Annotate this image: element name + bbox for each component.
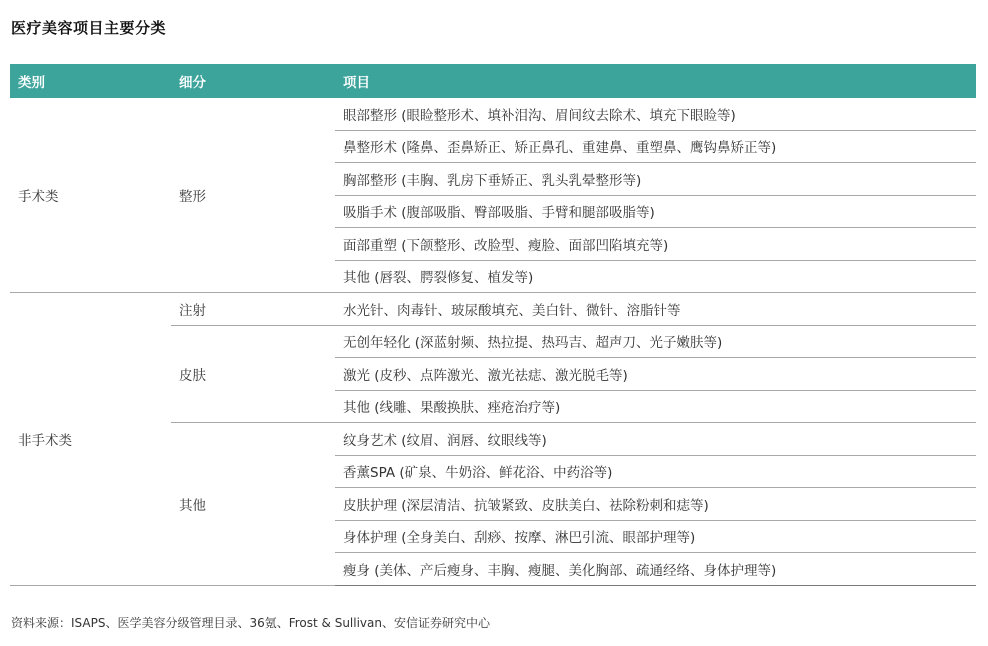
item-cell: 无创年轻化 (深蓝射频、热拉提、热玛吉、超声刀、光子嫩肤等) xyxy=(335,325,976,358)
header-row xyxy=(10,64,976,98)
category-cell: 手术类 xyxy=(10,98,171,293)
header-category: 类别 xyxy=(10,64,171,98)
item-cell: 激光 (皮秒、点阵激光、激光祛痣、激光脱毛等) xyxy=(335,358,976,391)
table-row xyxy=(10,293,976,326)
item-cell: 纹身艺术 (纹眉、润唇、纹眼线等) xyxy=(335,423,976,456)
item-cell: 皮肤护理 (深层清洁、抗皱紧致、皮肤美白、祛除粉刺和痣等) xyxy=(335,488,976,521)
header-subcategory: 细分 xyxy=(171,64,335,98)
item-cell: 其他 (唇裂、腭裂修复、植发等) xyxy=(335,260,976,293)
item-cell: 吸脂手术 (腹部吸脂、臀部吸脂、手臂和腿部吸脂等) xyxy=(335,195,976,228)
item-cell: 胸部整形 (丰胸、乳房下垂矫正、乳头乳晕整形等) xyxy=(335,163,976,196)
page-title: 医疗美容项目主要分类 xyxy=(11,19,167,37)
table-row xyxy=(10,98,976,130)
item-cell: 水光针、肉毒针、玻尿酸填充、美白针、微针、溶脂针等 xyxy=(335,293,976,326)
category-cell: 非手术类 xyxy=(10,293,171,586)
subcategory-cell: 整形 xyxy=(171,98,335,293)
source-note: 资料来源：ISAPS、医学美容分级管理目录、36氪、Frost & Sullivan、安信证券研究中心 xyxy=(11,616,490,630)
item-cell: 香薰SPA (矿泉、牛奶浴、鲜花浴、中药浴等) xyxy=(335,455,976,488)
item-cell: 眼部整形 (眼睑整形术、填补泪沟、眉间纹去除术、填充下眼睑等) xyxy=(335,98,976,130)
classification-table xyxy=(10,64,976,586)
subcategory-cell: 皮肤 xyxy=(171,325,335,423)
table-body xyxy=(10,98,976,585)
item-cell: 身体护理 (全身美白、刮痧、按摩、淋巴引流、眼部护理等) xyxy=(335,520,976,553)
subcategory-cell: 其他 xyxy=(171,423,335,586)
header-item: 项目 xyxy=(335,64,976,98)
table-header xyxy=(10,64,976,98)
item-cell: 瘦身 (美体、产后瘦身、丰胸、瘦腿、美化胸部、疏通经络、身体护理等) xyxy=(335,553,976,586)
item-cell: 其他 (线雕、果酸换肤、痤疮治疗等) xyxy=(335,390,976,423)
item-cell: 鼻整形术 (隆鼻、歪鼻矫正、矫正鼻孔、重建鼻、重塑鼻、鹰钩鼻矫正等) xyxy=(335,130,976,163)
item-cell: 面部重塑 (下颌整形、改脸型、瘦脸、面部凹陷填充等) xyxy=(335,228,976,261)
subcategory-cell: 注射 xyxy=(171,293,335,326)
